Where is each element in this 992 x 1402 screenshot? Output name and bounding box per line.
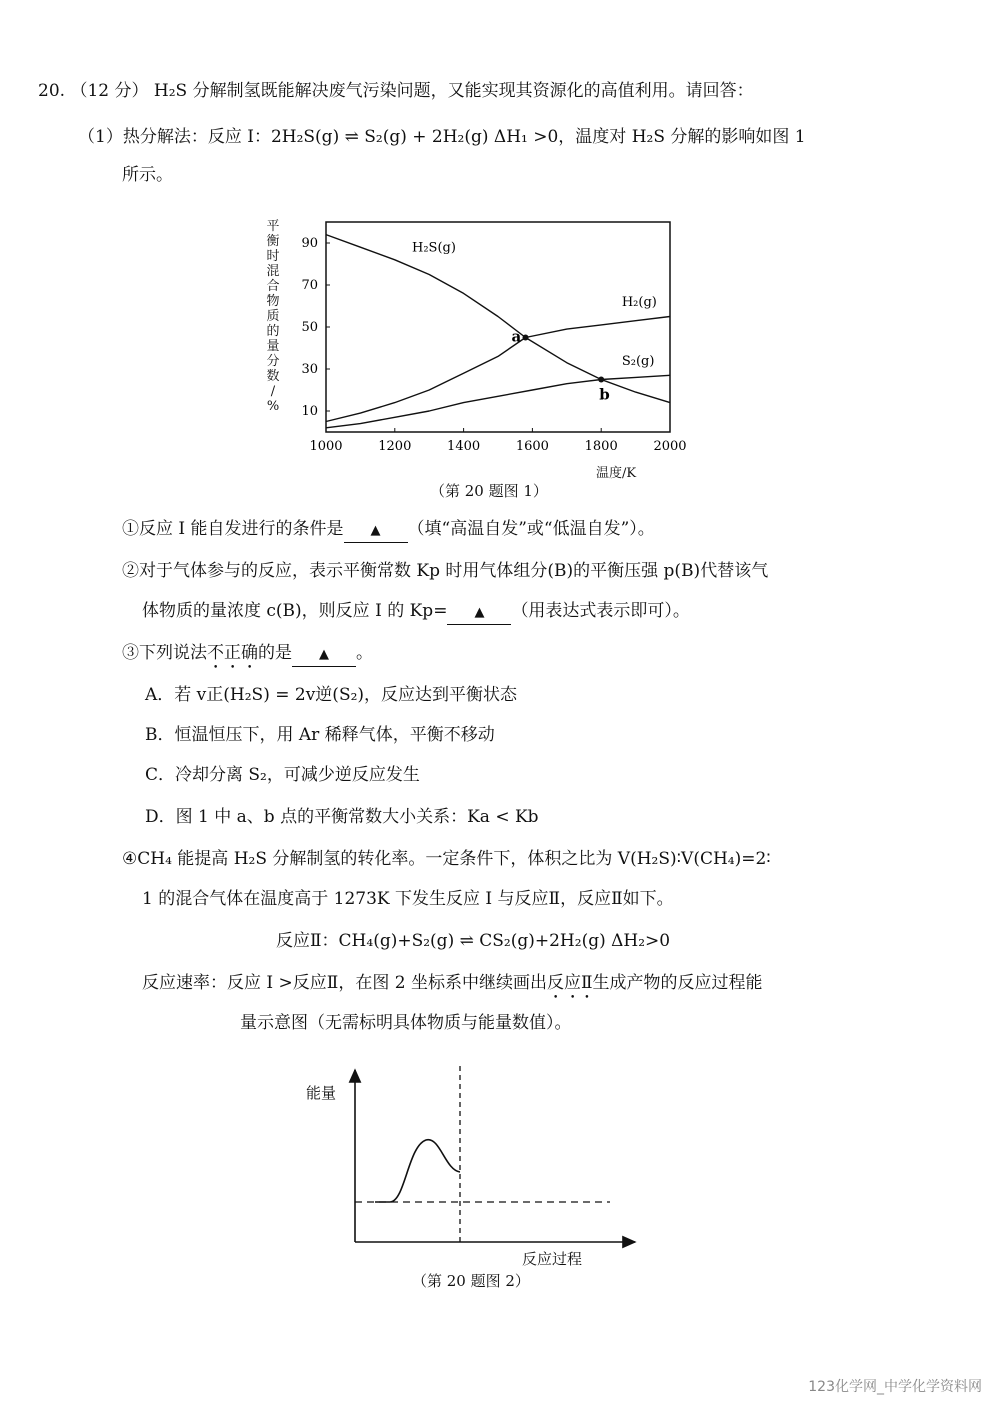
figure1-ylabel-char: 衡 — [266, 234, 280, 249]
figure1-series-line — [326, 375, 670, 428]
option-d: D．图 1 中 a、b 点的平衡常数大小关系：Ka < Kb — [145, 807, 539, 827]
q2-line1: ②对于气体参与的反应，表示平衡常数 Kp 时用气体组分(B)的平衡压强 p(B)代替该气 — [122, 561, 769, 581]
figure1-ylabel-char: 的 — [266, 324, 280, 339]
question-points: （12 分） — [70, 81, 149, 101]
part1-line — [78, 126, 806, 148]
figure1-ylabel-char: 合 — [266, 279, 280, 294]
figure1-caption: （第 20 题图 1） — [430, 482, 548, 500]
q1-answer-blank[interactable]: ▲ — [344, 520, 408, 543]
figure2-reaction1-curve — [375, 1140, 460, 1202]
figure1-series-label: H₂(g) — [621, 295, 657, 310]
q2-line2 — [142, 600, 690, 625]
figure1-xtick-label: 2000 — [653, 439, 687, 454]
rate-line — [142, 972, 763, 1003]
figure1-xtick-label: 1400 — [447, 439, 481, 454]
rate-emphasis: 反应Ⅱ — [546, 973, 593, 993]
figure2-caption: （第 20 题图 2） — [412, 1272, 530, 1290]
question-number: 20. — [38, 81, 66, 101]
part1-label: （1）热分解法： — [78, 127, 208, 147]
figure1-series-label: S₂(g) — [621, 353, 655, 369]
figure1-xtick-label: 1800 — [584, 439, 618, 454]
figure1-xtick-label: 1000 — [309, 439, 343, 454]
q2-post: （用表达式表示即可）。 — [511, 601, 690, 621]
figure1-xtick-label: 1200 — [378, 439, 412, 454]
q4-line1: ④CH₄ 能提高 H₂S 分解制氢的转化率。一定条件下，体积之比为 V(H₂S)∶V(CH₄)=2∶ — [122, 849, 771, 869]
figure1-point — [523, 335, 529, 341]
part1-cont: 所示。 — [122, 165, 173, 185]
q3-line: ③下列说法不正确的是 ▲ 。 — [122, 642, 373, 673]
q4-line2: 1 的混合气体在温度高于 1273K 下发生反应 I 与反应Ⅱ，反应Ⅱ如下。 — [142, 889, 674, 909]
figure1-series-label: H₂S(g) — [412, 240, 456, 256]
figure1-ylabel-char: 质 — [266, 309, 280, 324]
option-b: B．恒温恒压下，用 Ar 稀释气体，平衡不移动 — [145, 725, 495, 745]
figure1-ylabel-char: % — [266, 399, 280, 414]
figure1-xtick-label: 1600 — [515, 439, 549, 454]
q1-post: （填“高温自发”或“低温自发”）。 — [407, 519, 655, 539]
figure1-ylabel-char: 数 — [266, 369, 280, 384]
figure2-plot[interactable] — [300, 1060, 660, 1260]
q3-post: 的是 — [258, 643, 292, 663]
figure1-ylabel-char: / — [270, 384, 276, 399]
q3-pre: ③下列说法 — [122, 643, 207, 663]
figure1-ytick-label: 50 — [301, 320, 318, 335]
figure1-ytick-label: 90 — [301, 236, 318, 251]
q2-pre: 体物质的量浓度 c(B)，则反应 I 的 Kp= — [142, 601, 448, 621]
figure1-series-line — [326, 317, 670, 422]
figure1-ylabel-char: 平 — [266, 219, 280, 234]
watermark-footer: 123化学网_中学化学资料网 — [808, 1379, 982, 1395]
figure1-ytick-label: 10 — [301, 404, 318, 419]
q2-answer-blank[interactable]: ▲ — [447, 602, 511, 625]
q3-answer-blank[interactable]: ▲ — [292, 644, 356, 667]
figure1-ylabel-char: 分 — [266, 354, 280, 369]
figure2 — [300, 1060, 660, 1280]
figure1-ylabel-char: 混 — [266, 264, 280, 279]
figure2-ylabel: 能量 — [306, 1084, 337, 1102]
figure1 — [260, 212, 700, 502]
option-a: A．若 v正(H₂S) = 2v逆(S₂)，反应达到平衡状态 — [145, 685, 518, 705]
part1-text: 反应 I：2H₂S(g) ⇌ S₂(g) + 2H₂(g) ΔH₁ >0，温度对 H₂S 分解的影响如图 1 — [207, 127, 806, 147]
figure2-xlabel: 反应过程 — [522, 1250, 583, 1268]
figure1-point — [598, 377, 604, 383]
figure1-series-line — [326, 235, 670, 403]
q1-line — [122, 518, 655, 543]
figure1-ylabel-char: 物 — [266, 294, 280, 309]
rate-line2: 量示意图（无需标明具体物质与能量数值）。 — [240, 1013, 572, 1033]
question-header — [38, 80, 754, 102]
reaction2: 反应Ⅱ：CH₄(g)+S₂(g) ⇌ CS₂(g)+2H₂(g) ΔH₂>0 — [276, 931, 671, 951]
figure1-ytick-label: 70 — [301, 278, 318, 293]
question-intro: H₂S 分解制氢既能解决废气污染问题，又能实现其资源化的高值利用。请回答： — [153, 81, 754, 101]
option-c: C．冷却分离 S₂，可减少逆反应发生 — [145, 765, 420, 785]
rate-post: 生成产物的反应过程能 — [592, 973, 763, 993]
figure1-xlabel: 温度/K — [596, 466, 637, 481]
figure1-point-label: b — [599, 385, 610, 404]
figure1-ylabel-char: 时 — [266, 249, 280, 264]
q3-emphasis: 不正确 — [207, 643, 258, 663]
figure1-point-label: a — [511, 327, 522, 346]
rate-pre: 反应速率：反应 I >反应Ⅱ，在图 2 坐标系中继续画出 — [142, 973, 547, 993]
q1-pre: ①反应 I 能自发进行的条件是 — [122, 519, 344, 539]
figure1-ytick-label: 30 — [301, 362, 318, 377]
figure1-ylabel-char: 量 — [266, 339, 280, 354]
figure1-plot — [260, 212, 700, 482]
